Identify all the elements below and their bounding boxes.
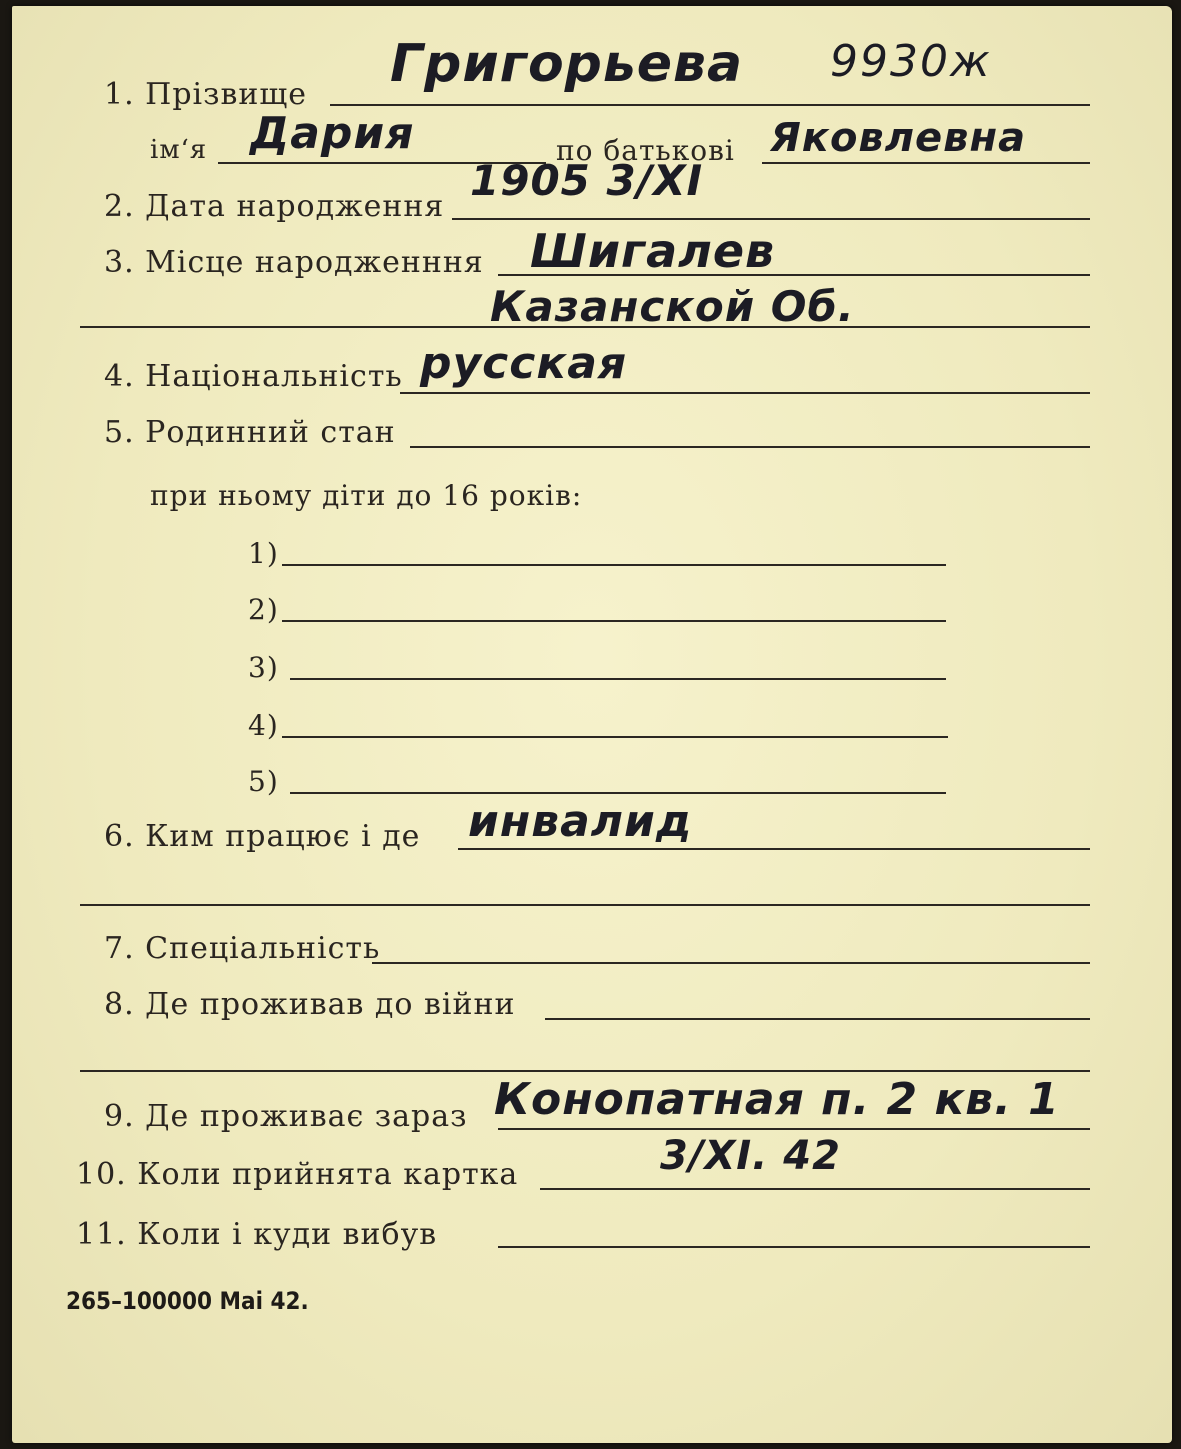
prewar-residence-label: 8. Де проживав до війни [104,987,516,1022]
child-5-label: 5) [248,765,279,798]
current-residence-label: 9. Де проживає зараз [104,1099,468,1134]
surname-handwriting: Григорьева [390,34,744,94]
card-accepted-line [540,1188,1090,1190]
surname-label: 1. Прізвище [104,77,308,112]
work-line [458,848,1090,850]
work-line-2 [80,904,1090,906]
card-accepted-label: 10. Коли прийнята картка [76,1157,519,1192]
patronymic-line [762,162,1090,164]
child-3-line [290,678,946,680]
name-label: ім‘я [150,135,208,165]
child-2-label: 2) [248,593,279,626]
child-5-line [290,792,946,794]
surname-line [330,104,1090,106]
birthdate-label: 2. Дата народження [104,189,445,224]
birthplace-handwriting-2: Казанской Об. [490,282,855,331]
current-residence-line [498,1128,1090,1130]
departure-label: 11. Коли і куди вибув [76,1217,438,1252]
address-handwriting: Конопатная п. 2 кв. 1 [494,1074,1060,1125]
child-1-label: 1) [248,537,279,570]
child-2-line [282,620,946,622]
nationality-handwriting: русская [420,338,628,389]
name-handwriting: Дария [250,108,415,159]
specialty-label: 7. Спеціальність [104,931,381,966]
child-3-label: 3) [248,651,279,684]
work-label: 6. Ким працює і де [104,819,421,854]
prewar-residence-line [545,1018,1090,1020]
prewar-residence-line-2 [80,1070,1090,1072]
child-1-line [282,564,946,566]
patronymic-handwriting: Яковлевна [770,115,1027,161]
children-label: при ньому діти до 16 років: [150,479,583,512]
family-status-label: 5. Родинний стан [104,415,396,450]
print-code: 265–100000 Mai 42. [66,1287,309,1315]
card-number-handwriting: 9930ж [830,36,992,87]
birthplace-handwriting-1: Шигалев [530,224,776,278]
child-4-line [282,736,948,738]
birthdate-line [452,218,1090,220]
specialty-line [372,962,1090,964]
nationality-label: 4. Національність [104,359,403,394]
birthdate-handwriting: 1905 3/XI [470,156,704,205]
birthplace-label: 3. Місце народженння [104,245,484,280]
child-4-label: 4) [248,709,279,742]
card-date-handwriting: 3/XI. 42 [660,1133,841,1179]
work-handwriting: инвалид [468,796,693,847]
departure-line [498,1246,1090,1248]
patronymic-label: по батькові [556,134,735,167]
family-status-line [410,446,1090,448]
nationality-line [400,392,1090,394]
